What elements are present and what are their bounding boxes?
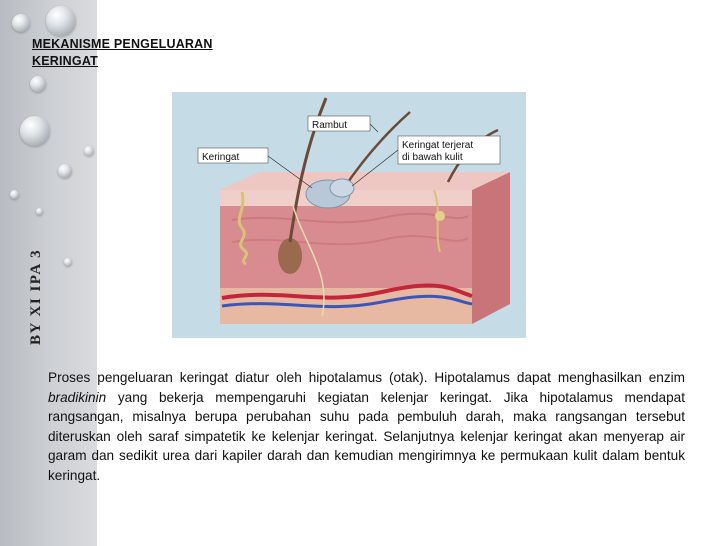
label-terjerat-line1: Keringat terjerat (402, 140, 474, 151)
bubble-decoration (10, 190, 19, 199)
bubble-decoration (84, 146, 94, 156)
body-italic-term: bradikinin (48, 389, 107, 405)
author-label: BY XI IPA 3 (28, 248, 44, 345)
hair-follicle (278, 238, 302, 274)
bubble-decoration (12, 14, 30, 32)
skin-top-face (220, 172, 510, 190)
body-text-part: yang bekerja mempengaruhi kegiatan kelenjar keringat. Jika hipotalamus mendapat rangsangan, misalnya berupa perubahan suhu pada pembuluh darah, maka rangsangan tersebut diteruskan oleh saraf simpatetik ke kelenjar keringat. Selanjutnya kelenjar keringat akan menyerap air garam dan sedikit urea dari kapiler darah dan kemudian mengirimnya ke permukaan kulit dalam bentuk keringat. (48, 389, 685, 483)
body-paragraph (48, 368, 685, 486)
sweat-droplet (330, 179, 354, 197)
body-text-part: Proses pengeluaran keringat diatur oleh hipotalamus (otak). Hipotalamus dapat menghasilkan enzim (48, 370, 685, 385)
skin-right-face (472, 172, 510, 324)
sweat-gland-right (435, 211, 445, 221)
label-keringat: Keringat (202, 152, 240, 163)
bubble-decoration (20, 116, 50, 146)
bubble-decoration (36, 208, 43, 215)
bubble-decoration (58, 164, 72, 178)
bubble-decoration (64, 258, 72, 266)
label-terjerat-line2: di bawah kulit (402, 152, 463, 163)
bubble-decoration (46, 6, 76, 36)
bubble-decoration (30, 76, 46, 92)
slide-title: MEKANISME PENGELUARAN KERINGAT (32, 37, 213, 68)
sweat-gland-diagram (172, 92, 526, 338)
label-rambut: Rambut (312, 120, 348, 131)
